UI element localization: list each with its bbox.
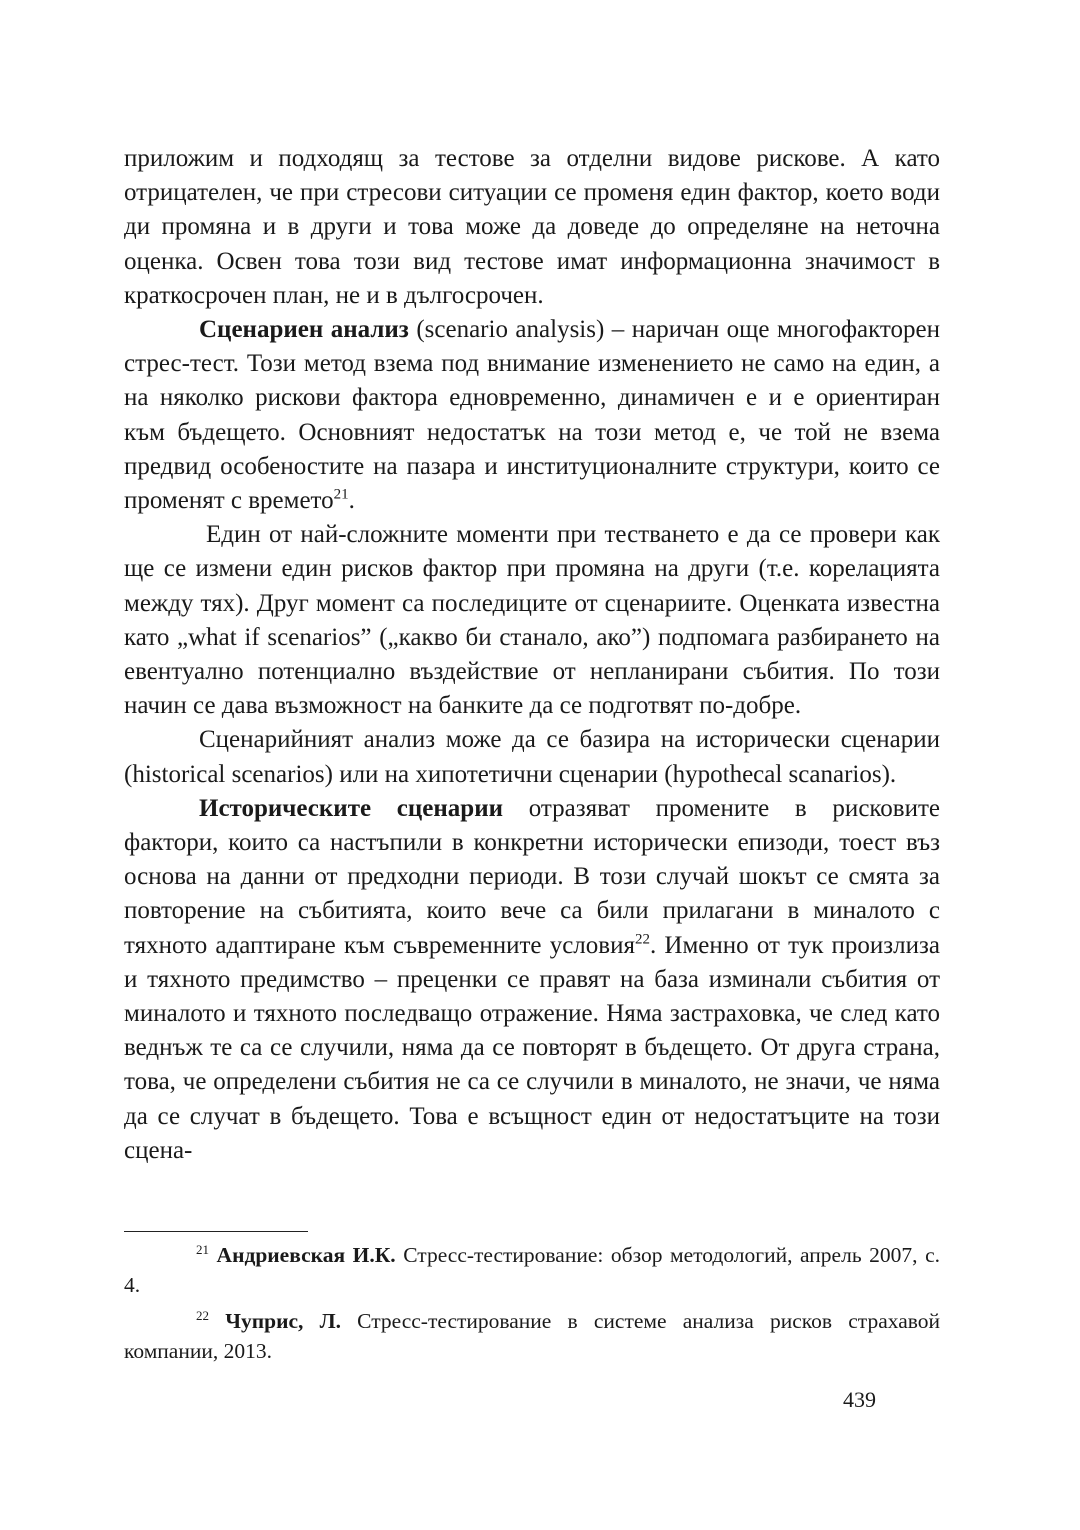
term-scenario-analysis: Сценариен анализ bbox=[199, 316, 409, 344]
footnote-22 bbox=[124, 1306, 940, 1366]
footnote-author: Андриевская И.К. bbox=[216, 1243, 396, 1267]
footnote-21 bbox=[124, 1240, 940, 1300]
footnote-ref-21[interactable]: 21 bbox=[333, 486, 349, 503]
paragraph-2 bbox=[124, 313, 940, 518]
footnote-text: Стресс-тестирование в системе анализа рисков страхавой компании, 2013. bbox=[124, 1309, 941, 1363]
main-text bbox=[124, 142, 940, 1168]
paragraph-2-end: . bbox=[348, 487, 355, 515]
paragraph-4: Сценарийният анализ може да се базира на исторически сценарии (historical scenarios) или на хипотетични сценарии (hypothecal scanarios). bbox=[124, 726, 940, 788]
footnote-number: 22 bbox=[196, 1307, 209, 1323]
footnote-text: Стресс-тестирование: обзор методологий, апрель 2007, с. 4. bbox=[124, 1243, 940, 1297]
paragraph-1: приложим и подходящ за тестове за отделни видове рискове. А като отрицателен, че при стресови ситуации се променя един фактор, което води ди промяна и в други и това може да доведе до определяне на неточна оценка. Освен това този вид тестове имат информационна значимост в краткосрочен план, не и в дългосрочен. bbox=[124, 145, 940, 309]
page-number: 439 bbox=[843, 1387, 876, 1412]
footnote-ref-22[interactable]: 22 bbox=[634, 931, 650, 948]
footnote-separator bbox=[124, 1231, 308, 1232]
paragraph-2-text: (scenario analysis) – наричан още многофакторен стрес-тест. Този метод взема под внимание изменението не само на един, а на няколко рискови фактора едновременно, динамичен е и е ориентиран към бъдещето. Основният недостатък на този метод е, че той не взема предвид особеностите на пазара и институционалните структури, които се променят с времето bbox=[124, 316, 940, 515]
footnotes bbox=[124, 1240, 940, 1372]
paragraph-5-text: отразяват промените в рисковите фактори, които са настъпили в конкретни исторически епизоди, тоест въз основа на данни от предходни периоди. В този случай шокът се смята за повторение на събитията, които вече са били прилагани в миналото с тяхното адаптиране към съвременните условия bbox=[124, 794, 940, 959]
term-historical-scenarios: Историческите сценарии bbox=[199, 794, 503, 822]
paragraph-5 bbox=[124, 792, 940, 1168]
footnote-author: Чуприс, Л. bbox=[225, 1309, 341, 1333]
paragraph-3: Един от най-сложните моменти при тестването е да се провери как ще се измени един рисков фактор при промяна на други (т.е. корелацията между тях). Друг момент са последиците от сценариите. Оценката известна като „what if scenarios” („какво би станало, ако”) подпомага разбирането на евентуално потенциално въздействие от непланирани събития. По този начин се дава възможност на банките да се подготвят по-добре. bbox=[124, 521, 940, 720]
paragraph-5-end: . Именно от тук произлиза и тяхното предимство – преценки се правят на база изминали събития от миналото и тяхното последващо отражение. Няма застраховка, че след като веднъж те са се случили, няма да се повторят в бъдещето. От друга страна, това, че определени събития не са се случили в миналото, не значи, че няма да се случат в бъдещето. Това е всъщност един от недостатъците на този сцена- bbox=[124, 931, 940, 1164]
footnote-number: 21 bbox=[196, 1241, 209, 1257]
